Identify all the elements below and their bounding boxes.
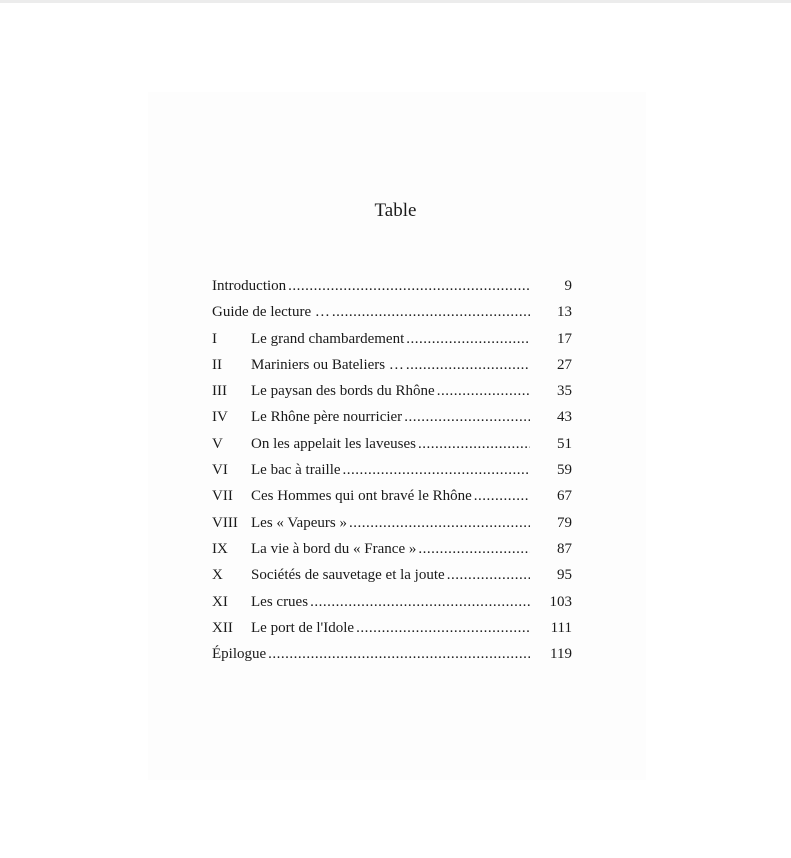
- toc-entry-title: Les « Vapeurs »: [251, 514, 347, 531]
- toc-page-number: 27: [557, 356, 572, 373]
- toc-leader-dots: [406, 326, 530, 352]
- toc-entry-title: Le port de l'Idole: [251, 619, 355, 636]
- chapter-number: X: [212, 567, 223, 584]
- toc-entry: [212, 326, 572, 352]
- toc-entry-title: La vie à bord du « France »: [251, 540, 417, 557]
- toc-entry: [212, 536, 572, 562]
- toc-entry: [212, 641, 572, 667]
- toc-leader-dots: [310, 589, 530, 615]
- chapter-number: IV: [212, 409, 228, 426]
- chapter-number: XI: [212, 593, 228, 610]
- toc-page-number: 51: [557, 435, 572, 452]
- toc-entry: [212, 589, 572, 615]
- toc-page-number: 79: [557, 514, 572, 531]
- toc-leader-dots: [343, 457, 530, 483]
- toc-entry: [212, 299, 572, 325]
- chapter-number: VIII: [212, 514, 238, 531]
- chapter-number: IX: [212, 540, 228, 557]
- toc-leader-dots: [474, 483, 530, 509]
- toc-leader-dots: [356, 615, 530, 641]
- chapter-number: I: [212, 330, 217, 347]
- toc-entry-title: Le paysan des bords du Rhône: [251, 383, 435, 400]
- toc-entry-title: On les appelait les laveuses: [251, 435, 416, 452]
- toc-entry: [212, 615, 572, 641]
- toc-entry: [212, 483, 572, 509]
- toc-entry-title: Ces Hommes qui ont bravé le Rhône: [251, 488, 472, 505]
- toc-leader-dots: [332, 299, 530, 325]
- toc-page-number: 95: [557, 567, 572, 584]
- toc-entry: [212, 510, 572, 536]
- chapter-number: V: [212, 435, 223, 452]
- chapter-number: III: [212, 383, 227, 400]
- toc-page-number: 67: [557, 488, 572, 505]
- toc-page-number: 59: [557, 462, 572, 479]
- chapter-number: VII: [212, 488, 233, 505]
- toc-leader-dots: [288, 273, 530, 299]
- chapter-number: II: [212, 356, 222, 373]
- toc-entry: [212, 273, 572, 299]
- toc-page-number: 111: [550, 619, 572, 636]
- toc-entry-title: Introduction: [212, 278, 287, 294]
- toc-page-number: 9: [564, 278, 572, 294]
- toc-entry-title: Épilogue: [212, 646, 267, 663]
- toc-page-number: 43: [557, 409, 572, 426]
- toc-leader-dots: [406, 352, 530, 378]
- toc-leader-dots: [437, 378, 530, 404]
- toc-leader-dots: [418, 431, 530, 457]
- toc-entry: [212, 378, 572, 404]
- toc-page-number: 103: [549, 593, 572, 610]
- chapter-number: XII: [212, 619, 233, 636]
- toc-entry-title: Sociétés de sauvetage et la joute: [251, 567, 445, 584]
- toc-page-number: 13: [557, 304, 572, 321]
- toc-page-number: 119: [550, 646, 572, 663]
- toc-entry: [212, 431, 572, 457]
- toc-entry: [212, 562, 572, 588]
- page-title: Table: [374, 200, 417, 221]
- toc-leader-dots: [268, 641, 530, 667]
- toc-page-number: 17: [557, 330, 572, 347]
- toc-entry-title: Mariniers ou Bateliers …: [251, 356, 404, 373]
- toc-entry: [212, 352, 572, 378]
- top-rule: [0, 0, 791, 3]
- toc-entry-title: Le grand chambardement: [251, 330, 405, 347]
- toc-page-number: 35: [557, 383, 572, 400]
- toc-entry: [212, 404, 572, 430]
- toc-entry-title: Guide de lecture …: [212, 304, 330, 321]
- toc-leader-dots: [349, 510, 530, 536]
- toc-entry-title: Le Rhône père nourricier: [251, 409, 403, 426]
- toc-entry-title: Les crues: [251, 593, 309, 610]
- toc-leader-dots: [418, 536, 530, 562]
- toc-entry: [212, 457, 572, 483]
- table-of-contents: [212, 273, 572, 667]
- toc-leader-dots: [404, 404, 530, 430]
- chapter-number: VI: [212, 462, 228, 479]
- toc-page-number: 87: [557, 540, 572, 557]
- toc-entry-title: Le bac à traille: [251, 462, 341, 479]
- toc-leader-dots: [447, 562, 530, 588]
